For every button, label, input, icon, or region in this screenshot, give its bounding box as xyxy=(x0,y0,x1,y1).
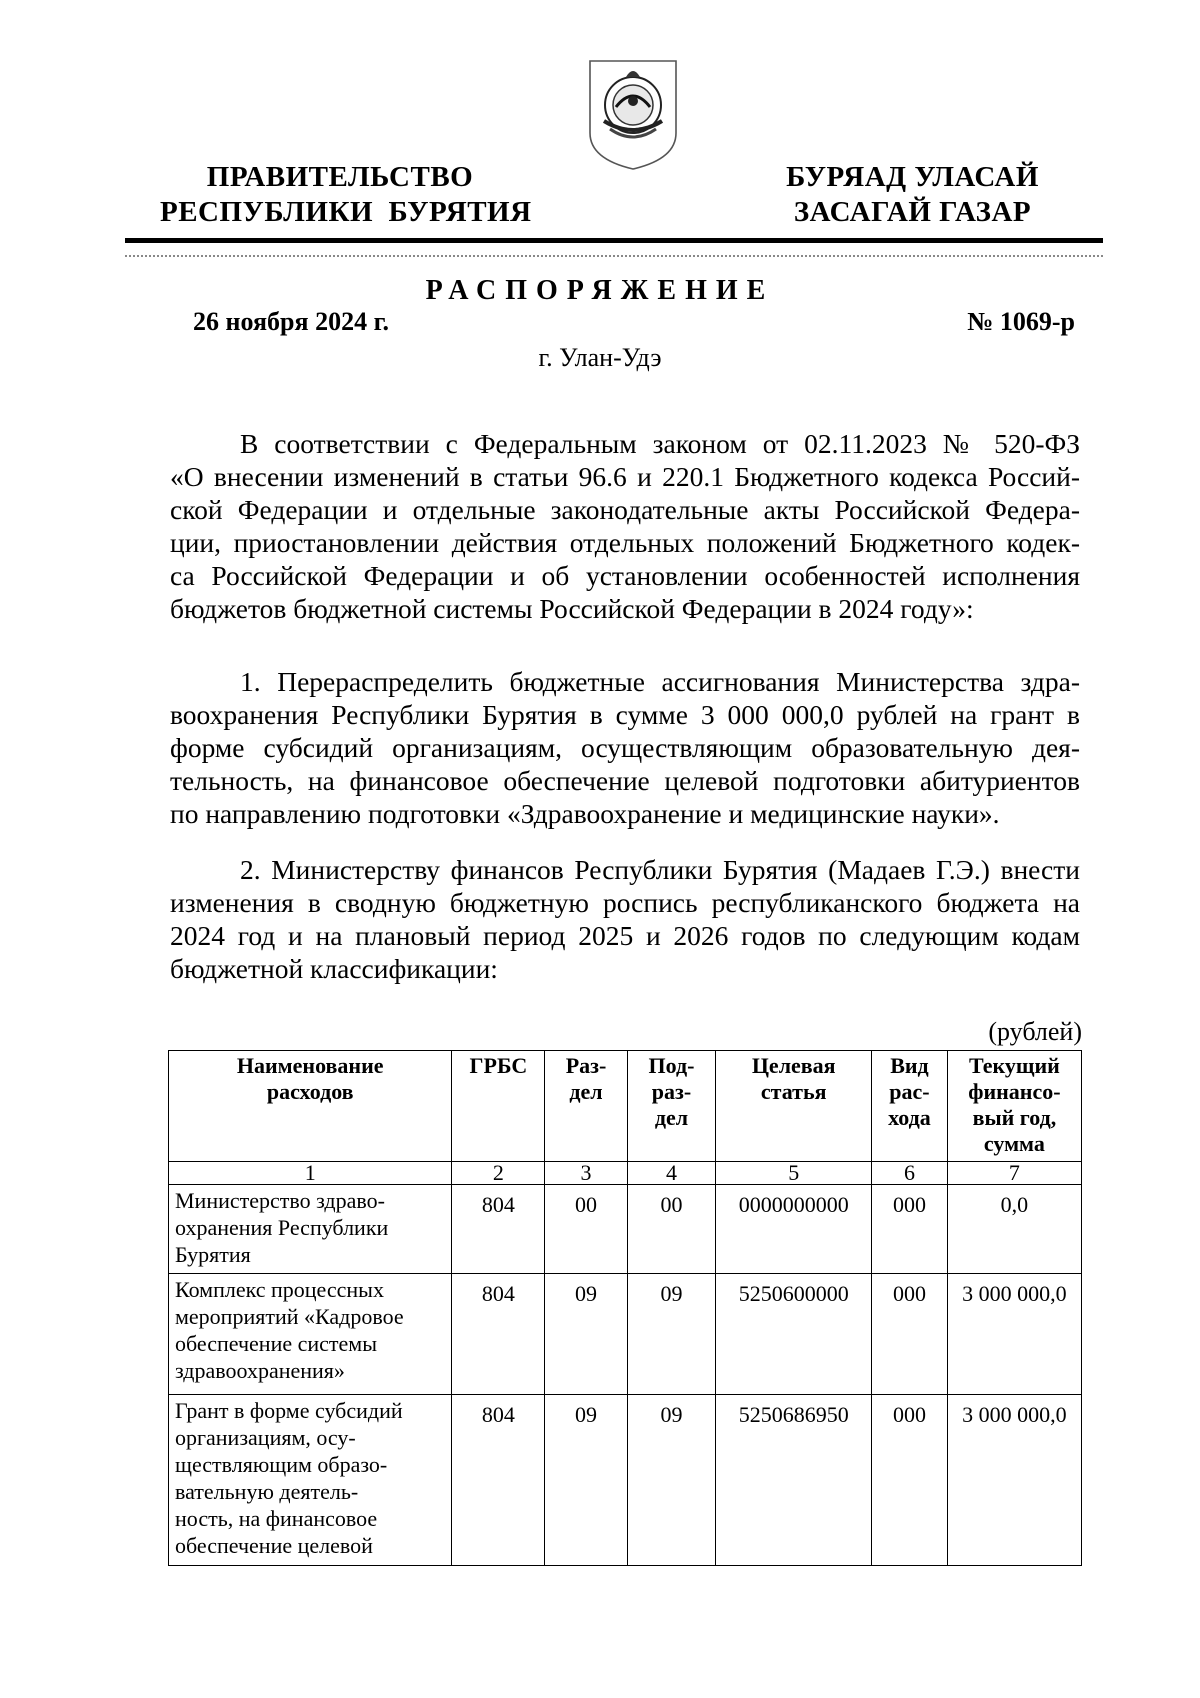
org-name-buryat xyxy=(745,160,1080,230)
cell-target: 5250600000 xyxy=(716,1274,872,1395)
text-line: 2024 год и на плановый период 2025 и 2026 годов по следующим кодам xyxy=(170,920,1080,951)
document-date: 26 ноября 2024 г. xyxy=(193,307,389,336)
header-text: статья xyxy=(760,1079,827,1104)
table-header-row xyxy=(169,1051,1082,1162)
header-target xyxy=(716,1051,872,1162)
header-divider-thin xyxy=(125,255,1103,257)
header-text: Текущий xyxy=(968,1053,1060,1078)
text-line: 2. Министерству финансов Республики Бурятия (Мадаев Г.Э.) внести xyxy=(240,854,1080,885)
buryatia-coat-of-arms-icon xyxy=(586,55,680,173)
cell-grbs: 804 xyxy=(452,1185,545,1274)
cell-amount: 3 000 000,0 xyxy=(947,1274,1081,1395)
text-line: бюджетной классификации: xyxy=(170,953,498,984)
cell-text: обеспечение системы xyxy=(175,1331,377,1356)
document-city: г. Улан-Удэ xyxy=(538,343,662,372)
cell-section: 00 xyxy=(545,1185,627,1274)
header-text: Раз- xyxy=(565,1053,607,1078)
header-text: дел xyxy=(569,1079,603,1104)
cell-subsection: 09 xyxy=(627,1395,716,1566)
cell-name xyxy=(169,1395,452,1566)
cell-text: охранения Республики xyxy=(175,1215,389,1240)
header-section xyxy=(545,1051,627,1162)
cell-text: Министерство здраво- xyxy=(175,1188,385,1213)
cell-text: здравоохранения» xyxy=(175,1358,345,1383)
text-line: бюджетов бюджетной системы Российской Федерации в 2024 году»: xyxy=(170,593,974,624)
org-name-line: ЗАСАГАЙ ГАЗАР xyxy=(793,196,1032,228)
cell-target: 0000000000 xyxy=(716,1185,872,1274)
text-line: са Российской Федерации и об установлении особенностей исполнения xyxy=(170,560,1080,591)
header-text: Целевая xyxy=(751,1053,836,1078)
cell-amount: 0,0 xyxy=(947,1185,1081,1274)
cell-text: Бурятия xyxy=(175,1242,251,1267)
column-number: 2 xyxy=(452,1162,545,1185)
cell-text: мероприятий «Кадровое xyxy=(175,1304,404,1329)
cell-subsection: 09 xyxy=(627,1274,716,1395)
cell-subsection: 00 xyxy=(627,1185,716,1274)
header-text: раз- xyxy=(651,1079,692,1104)
item-2-paragraph xyxy=(170,853,1080,985)
header-divider-thick xyxy=(125,238,1103,243)
header-name xyxy=(169,1051,452,1162)
item-1-paragraph xyxy=(170,665,1080,830)
text-line: изменения в сводную бюджетную роспись республиканского бюджета на xyxy=(170,887,1080,918)
text-line: форме субсидий организациям, осуществляющим образовательную дея- xyxy=(170,732,1080,763)
cell-text: обеспечение целевой xyxy=(175,1533,373,1558)
cell-text: Грант в форме субсидий xyxy=(175,1398,403,1423)
table-row xyxy=(169,1395,1082,1566)
cell-expense-type: 000 xyxy=(872,1185,948,1274)
header-grbs xyxy=(452,1051,545,1162)
header-text: расходов xyxy=(266,1079,354,1104)
cell-section: 09 xyxy=(545,1274,627,1395)
header-text: вый год, xyxy=(972,1105,1057,1130)
header-text: дел xyxy=(654,1105,689,1130)
column-number-row xyxy=(169,1162,1082,1185)
text-line: по направлению подготовки «Здравоохранение и медицинские науки». xyxy=(170,798,1000,829)
header-amount xyxy=(947,1051,1081,1162)
org-name-line: БУРЯАД УЛАСАЙ xyxy=(786,161,1039,193)
cell-grbs: 804 xyxy=(452,1395,545,1566)
header-text: Наименование xyxy=(236,1053,384,1078)
cell-text: ществляющим образо- xyxy=(175,1452,388,1477)
cell-expense-type: 000 xyxy=(872,1274,948,1395)
text-line: тельность, на финансовое обеспечение целевой подготовки абитуриентов xyxy=(170,765,1080,796)
column-number: 1 xyxy=(169,1162,452,1185)
cell-text: организациям, осу- xyxy=(175,1425,356,1450)
cell-text: вательную деятель- xyxy=(175,1479,359,1504)
document-type: РАСПОРЯЖЕНИЕ xyxy=(425,275,775,306)
text-line: ской Федерации и отдельные законодательные акты Российской Федера- xyxy=(170,494,1080,525)
document-number: № 1069-р xyxy=(967,307,1075,336)
header-expense-type xyxy=(872,1051,948,1162)
header-text: ГРБС xyxy=(469,1053,528,1078)
header-subsection xyxy=(627,1051,716,1162)
text-line: воохранения Республики Бурятия в сумме 3 000 000,0 рублей на грант в xyxy=(170,699,1080,730)
column-number: 3 xyxy=(545,1162,627,1185)
column-number: 4 xyxy=(627,1162,716,1185)
preamble-paragraph xyxy=(170,427,1080,625)
column-number: 6 xyxy=(872,1162,948,1185)
text-line: 1. Перераспределить бюджетные ассигнования Министерства здра- xyxy=(240,666,1080,697)
text-line: «О внесении изменений в статьи 96.6 и 220.1 Бюджетного кодекса Россий- xyxy=(170,461,1080,492)
cell-grbs: 804 xyxy=(452,1274,545,1395)
table-row xyxy=(169,1274,1082,1395)
cell-target: 5250686950 xyxy=(716,1395,872,1566)
org-name-russian xyxy=(160,160,532,230)
column-number: 5 xyxy=(716,1162,872,1185)
header-text: Вид xyxy=(890,1053,929,1078)
cell-text: ность, на финансовое xyxy=(175,1506,378,1531)
header-text: сумма xyxy=(983,1131,1045,1156)
header-text: хода xyxy=(888,1105,931,1130)
cell-name xyxy=(169,1274,452,1395)
text-line: В соответствии с Федеральным законом от 02.11.2023 № 520-ФЗ xyxy=(240,428,1080,459)
org-name-line: РЕСПУБЛИКИ БУРЯТИЯ xyxy=(160,196,532,228)
table-row xyxy=(169,1185,1082,1274)
cell-text: Комплекс процессных xyxy=(175,1277,384,1302)
cell-name xyxy=(169,1185,452,1274)
header-text: финансо- xyxy=(968,1079,1061,1104)
text-line: ции, приостановлении действия отдельных положений Бюджетного кодек- xyxy=(170,527,1080,558)
header-text: Под- xyxy=(648,1053,695,1078)
header-text: рас- xyxy=(889,1079,930,1104)
org-name-line: ПРАВИТЕЛЬСТВО xyxy=(206,161,474,193)
budget-table xyxy=(168,1050,1082,1566)
column-number: 7 xyxy=(947,1162,1081,1185)
cell-expense-type: 000 xyxy=(872,1395,948,1566)
table-units-label: (рублей) xyxy=(988,1017,1082,1046)
cell-section: 09 xyxy=(545,1395,627,1566)
cell-amount: 3 000 000,0 xyxy=(947,1395,1081,1566)
